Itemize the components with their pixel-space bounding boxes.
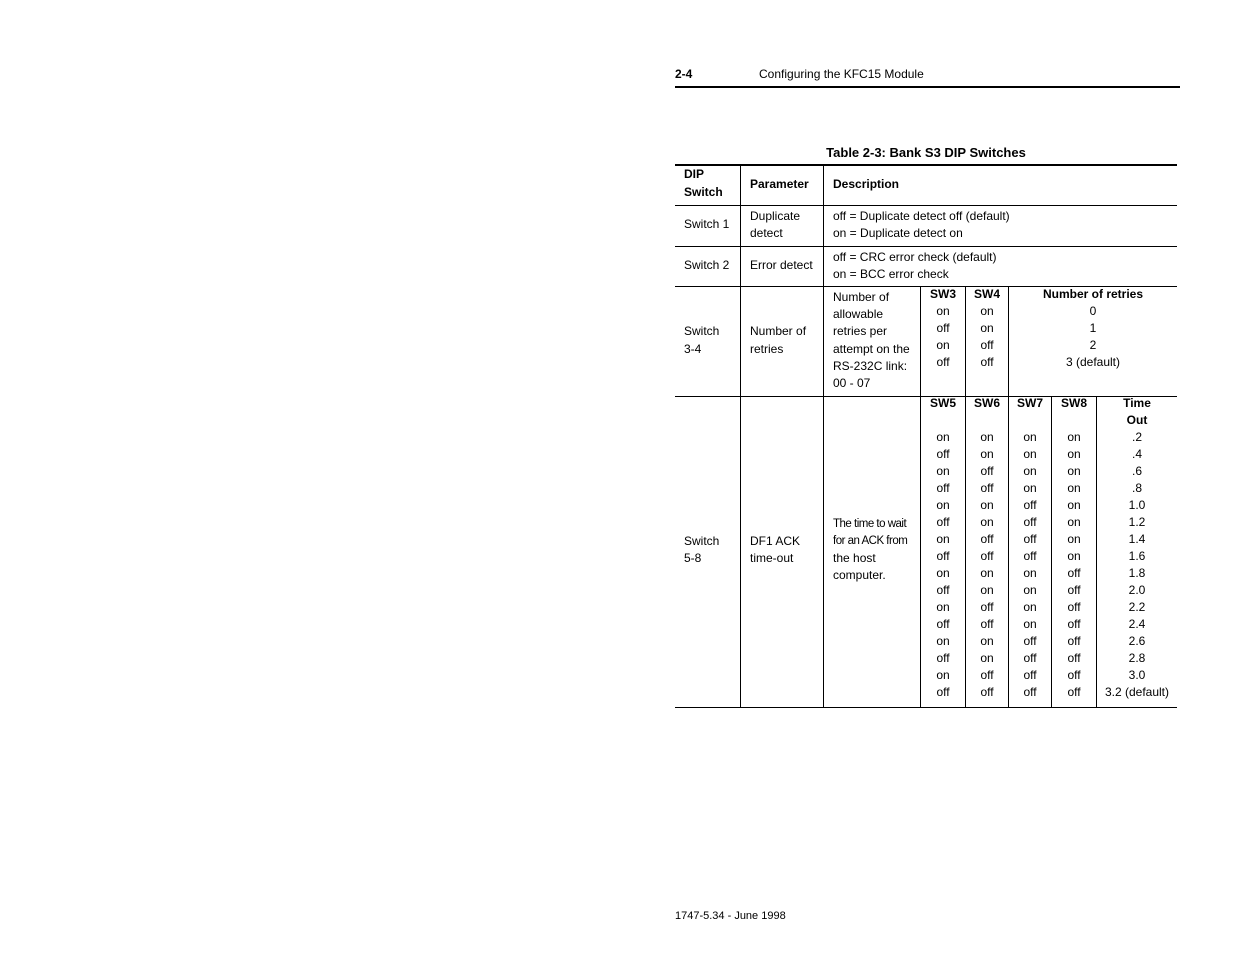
sw5-header: SW5 xyxy=(929,396,956,410)
timeout-column xyxy=(1097,429,1177,701)
timeout-value: 1.0 xyxy=(1128,498,1146,512)
timeout-value: 2.4 xyxy=(1128,617,1146,631)
sw5-value: off xyxy=(936,515,950,529)
sw7-value: on xyxy=(1023,583,1037,597)
timeout-value: 2.6 xyxy=(1128,634,1146,648)
row3-desc-line: retries per xyxy=(833,324,888,338)
row3-desc-line: Number of xyxy=(833,290,890,304)
table-caption: Table 2-3: Bank S3 DIP Switches xyxy=(826,145,1026,160)
sw7-value: on xyxy=(1023,430,1037,444)
row4-switch-line1: Switch xyxy=(684,534,720,548)
sw5-value: off xyxy=(936,549,950,563)
timeout-value: 3.0 xyxy=(1128,668,1146,682)
sw8-column xyxy=(1052,429,1096,701)
sw6-value: off xyxy=(980,481,994,495)
row4-desc-line: computer. xyxy=(833,568,886,582)
row3-desc-line: attempt on the xyxy=(833,342,910,356)
sw6-value: on xyxy=(980,430,994,444)
row2-param: Error detect xyxy=(750,258,813,272)
sw6-value: off xyxy=(980,685,994,699)
retries-header: Number of retries xyxy=(1042,287,1144,301)
row4-desc-line: the host xyxy=(833,551,876,565)
sw5-value: off xyxy=(936,617,950,631)
row3-desc-line: RS-232C link: xyxy=(833,359,908,373)
sw4-value: off xyxy=(980,355,994,369)
sw7-value: off xyxy=(1023,651,1037,665)
row1-desc-line1: off = Duplicate detect off (default) xyxy=(833,209,1010,223)
retries-value: 3 (default) xyxy=(1065,355,1121,369)
timeout-header-line1: Time xyxy=(1123,396,1151,410)
sw6-value: off xyxy=(980,600,994,614)
sw7-value: off xyxy=(1023,515,1037,529)
sw7-value: off xyxy=(1023,634,1037,648)
sw5-value: on xyxy=(936,566,950,580)
header-dip: DIP xyxy=(684,167,705,181)
timeout-value: .4 xyxy=(1131,447,1142,461)
sw4-column xyxy=(966,303,1008,371)
sw6-value: on xyxy=(980,498,994,512)
sw6-value: off xyxy=(980,617,994,631)
sw4-value: on xyxy=(980,321,994,335)
column-divider xyxy=(740,164,741,708)
sw3-value: off xyxy=(936,321,950,335)
sw8-value: on xyxy=(1067,430,1081,444)
sw5-value: on xyxy=(936,430,950,444)
sw6-value: off xyxy=(980,464,994,478)
timeout-value: .2 xyxy=(1131,430,1142,444)
retries-value: 1 xyxy=(1089,321,1097,335)
timeout-value: 1.2 xyxy=(1128,515,1146,529)
sw7-value: on xyxy=(1023,447,1037,461)
sw8-value: off xyxy=(1067,634,1081,648)
section-title: Configuring the KFC15 Module xyxy=(759,67,924,81)
row3-desc-line: 00 - 07 xyxy=(833,376,871,390)
timeout-value: 1.8 xyxy=(1128,566,1146,580)
sw8-value: off xyxy=(1067,600,1081,614)
row-divider xyxy=(675,205,1177,206)
header-parameter: Parameter xyxy=(750,177,809,191)
sw4-value: off xyxy=(980,338,994,352)
sw5-value: on xyxy=(936,498,950,512)
sw5-value: off xyxy=(936,447,950,461)
row3-param-line1: Number of xyxy=(750,324,807,338)
sw8-value: off xyxy=(1067,685,1081,699)
sw7-value: on xyxy=(1023,464,1037,478)
sw8-value: off xyxy=(1067,668,1081,682)
sw5-value: on xyxy=(936,532,950,546)
sw6-value: on xyxy=(980,515,994,529)
row4-param-line1: DF1 ACK xyxy=(750,534,801,548)
timeout-value: 2.2 xyxy=(1128,600,1146,614)
sw7-value: off xyxy=(1023,685,1037,699)
sw5-value: on xyxy=(936,464,950,478)
sw3-value: on xyxy=(936,338,950,352)
table-top-rule xyxy=(675,164,1177,166)
sw6-header: SW6 xyxy=(973,396,1000,410)
retries-value: 2 xyxy=(1089,338,1097,352)
dip-switch-table xyxy=(675,164,1177,708)
sw7-header: SW7 xyxy=(1016,396,1043,410)
sw3-column xyxy=(921,303,965,371)
row2-desc-line1: off = CRC error check (default) xyxy=(833,250,997,264)
page-number: 2-4 xyxy=(675,67,693,81)
sw8-value: on xyxy=(1067,498,1081,512)
row1-desc-line2: on = Duplicate detect on xyxy=(833,226,963,240)
sw7-value: off xyxy=(1023,498,1037,512)
row4-desc-line: for an ACK from xyxy=(833,535,908,547)
sw8-value: on xyxy=(1067,515,1081,529)
timeout-value: 3.2 (default) xyxy=(1104,685,1170,699)
sw7-value: off xyxy=(1023,532,1037,546)
timeout-value: 1.6 xyxy=(1128,549,1146,563)
header-description: Description xyxy=(833,177,900,191)
sw4-value: on xyxy=(980,304,994,318)
header-rule xyxy=(675,86,1180,88)
timeout-value: .8 xyxy=(1131,481,1142,495)
publication-footer: 1747-5.34 - June 1998 xyxy=(675,910,786,922)
row1-param-line2: detect xyxy=(750,226,783,240)
row4-switch-line2: 5-8 xyxy=(684,551,702,565)
page-header xyxy=(675,67,1180,87)
row1-param-line1: Duplicate xyxy=(750,209,801,223)
sw5-value: off xyxy=(936,481,950,495)
sw8-value: off xyxy=(1067,617,1081,631)
timeout-value: 2.8 xyxy=(1128,651,1146,665)
sw7-value: off xyxy=(1023,549,1037,563)
sw3-header: SW3 xyxy=(929,287,956,301)
timeout-value: 2.0 xyxy=(1128,583,1146,597)
sw8-value: on xyxy=(1067,464,1081,478)
sw6-value: on xyxy=(980,447,994,461)
sw6-column xyxy=(966,429,1008,701)
sw5-value: on xyxy=(936,634,950,648)
sw7-value: off xyxy=(1023,668,1037,682)
sw4-header: SW4 xyxy=(973,287,1000,301)
row3-desc-line: allowable xyxy=(833,307,884,321)
sw7-column xyxy=(1009,429,1051,701)
row3-param-line2: retries xyxy=(750,342,784,356)
sw6-value: on xyxy=(980,583,994,597)
table-bottom-rule xyxy=(675,707,1177,708)
row3-switch-line1: Switch xyxy=(684,324,720,338)
row3-switch-line2: 3-4 xyxy=(684,342,702,356)
sw5-value: off xyxy=(936,651,950,665)
sw8-header: SW8 xyxy=(1060,396,1087,410)
sw8-value: on xyxy=(1067,549,1081,563)
sw7-value: on xyxy=(1023,481,1037,495)
row1-switch: Switch 1 xyxy=(684,217,730,231)
timeout-value: 1.4 xyxy=(1128,532,1146,546)
timeout-header-line2: Out xyxy=(1126,413,1148,427)
sw6-value: off xyxy=(980,532,994,546)
sw8-value: on xyxy=(1067,447,1081,461)
sw7-value: on xyxy=(1023,566,1037,580)
sw6-value: on xyxy=(980,634,994,648)
sw3-value: off xyxy=(936,355,950,369)
sw5-value: on xyxy=(936,668,950,682)
sw3-value: on xyxy=(936,304,950,318)
row4-param-line2: time-out xyxy=(750,551,794,565)
row2-desc-line2: on = BCC error check xyxy=(833,267,949,281)
sw8-value: off xyxy=(1067,583,1081,597)
sw6-value: off xyxy=(980,668,994,682)
retries-value: 0 xyxy=(1089,304,1097,318)
sw8-value: off xyxy=(1067,651,1081,665)
timeout-value: .6 xyxy=(1131,464,1142,478)
sw8-value: on xyxy=(1067,481,1081,495)
row2-switch: Switch 2 xyxy=(684,258,730,272)
sw6-value: on xyxy=(980,566,994,580)
sw8-value: on xyxy=(1067,532,1081,546)
sw5-value: off xyxy=(936,583,950,597)
row4-desc-line: The time to wait xyxy=(833,518,907,530)
sw8-value: off xyxy=(1067,566,1081,580)
sw5-column xyxy=(921,429,965,701)
sw7-value: on xyxy=(1023,600,1037,614)
sw5-value: off xyxy=(936,685,950,699)
retries-column xyxy=(1009,303,1177,371)
sw6-value: on xyxy=(980,651,994,665)
sw7-value: on xyxy=(1023,617,1037,631)
sw5-value: on xyxy=(936,600,950,614)
row-divider xyxy=(675,246,1177,247)
header-switch: Switch xyxy=(684,185,723,199)
sw6-value: off xyxy=(980,549,994,563)
column-divider xyxy=(823,164,824,708)
